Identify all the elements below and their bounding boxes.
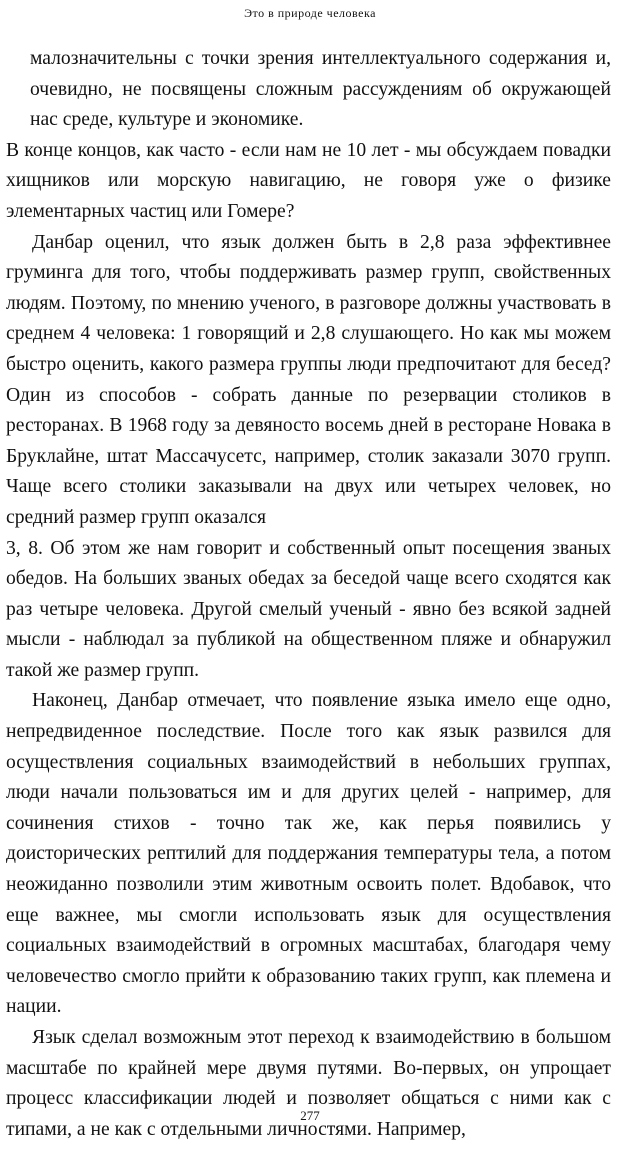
- paragraph-consequence: Наконец, Данбар отмечает, что появление языка имело еще одно, непредвиденное последствие. После того как язык развился для осуществления социальных взаимодействий в небольших группах, люди начали пользоваться им и для других целей - например, для сочинения стихов - точно так же, как перья появились у доисторических рептилий для поддержания температуры тела, а потом неожиданно позволили этим животным освоить полет. Вдобавок, что еще важнее, мы смогли использовать язык для осуществления социальных взаимодействий в огромных масштабах, благодаря чему человечество смогло прийти к образованию таких групп, как племена и нации.: [6, 690, 611, 1018]
- paragraph-dunbar-estimate: Данбар оценил, что язык должен быть в 2,8 раза эффективнее груминга для того, чтобы поддерживать размер групп, свойственных людям. Поэтому, по мнению ученого, в разговоре должны участвовать в среднем 4 человека: 1 говорящий и 2,8 слушающего. Но как мы можем быстро оценить, какого размера группы люди предпочитают для бесед? Один из способов - собрать данные по резервации столиков в ресторанах. В 1968 году за девяносто восемь дней в ресторане Новака в Бруклайне, штат Массачусетс, например, столик заказали 3070 групп. Чаще всего столики заказывали на двух или четырех человек, но средний размер групп оказался: [6, 231, 611, 528]
- page-number: 277: [300, 1108, 320, 1123]
- running-header: [0, 6, 620, 21]
- paragraph-continuation: малозначительны с точки зрения интеллектуального содержания и, очевидно, не посвящены сложным рассуждениям об окружающей нас среде, культуре и экономике.: [30, 48, 611, 131]
- paragraph-group-size: 3, 8. Об этом же нам говорит и собственный опыт посещения званых обедов. На больших званых обедах за беседой чаще всего сходятся как раз четыре человека. Другой смелый ученый - явно без всякой задней мысли - наблюдал за публикой на общественном пляже и обнаружил такой же размер групп.: [6, 537, 611, 681]
- paragraph-question: В конце концов, как часто - если нам не 10 лет - мы обсуждаем повадки хищников или морскую навигацию, не говоря уже о физике элементарных частиц или Гомере?: [6, 139, 611, 222]
- paragraph-language-scale: Язык сделал возможным этот переход к взаимодействию в большом масштабе по крайней мере двумя путями. Во-первых, он упрощает процесс классификации людей и позволяет общаться с ними как с типами, а не как с отдельными личностями. Например,: [6, 1027, 611, 1140]
- running-title: Это в природе человека: [244, 6, 376, 20]
- page-body: [6, 44, 611, 1145]
